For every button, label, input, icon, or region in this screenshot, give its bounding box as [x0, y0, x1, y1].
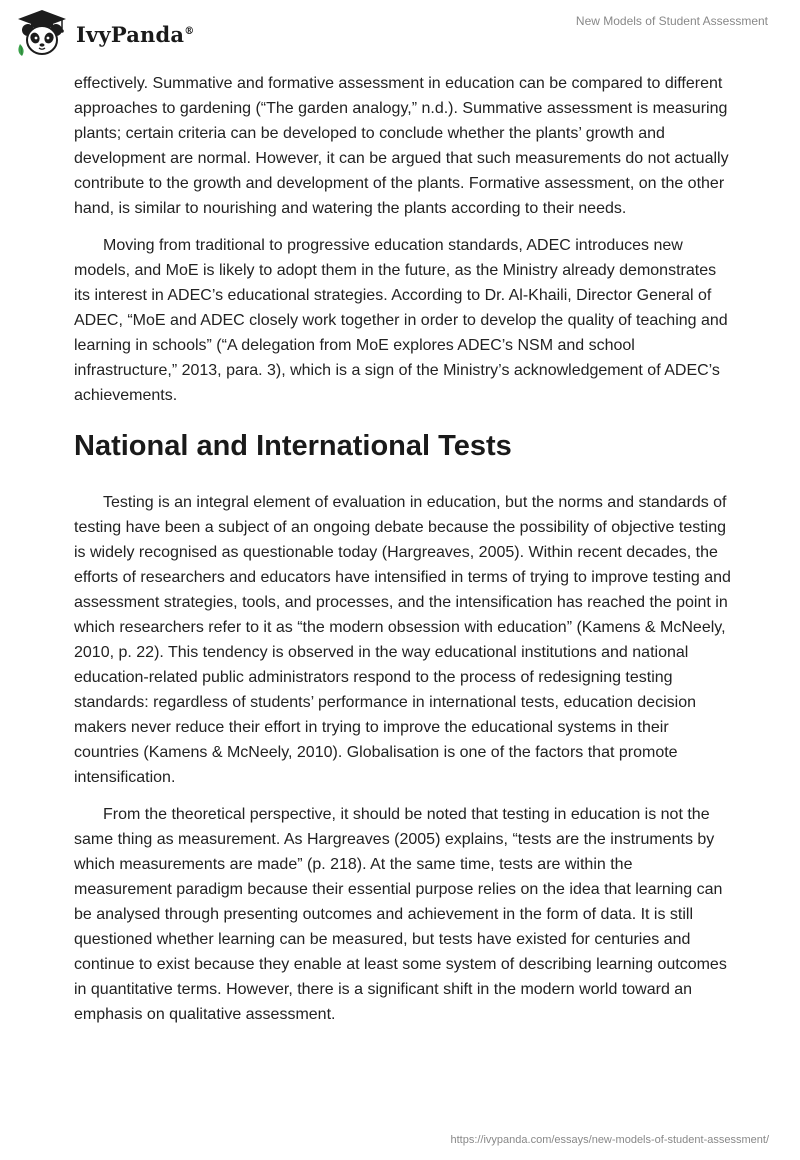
source-url[interactable]: https://ivypanda.com/essays/new-models-of-student-assessment/: [450, 1134, 769, 1146]
section-heading: National and International Tests: [74, 430, 512, 462]
panda-graduate-icon: [14, 8, 70, 58]
brand-logo[interactable]: [14, 8, 194, 58]
document-title: New Models of Student Assessment: [575, 14, 768, 28]
paragraph: Moving from traditional to progressive education standards, ADEC introduces new models, and MoE is likely to adopt them in the future, as the Ministry already demonstrates its interest in ADEC’s educational strategies. According to Dr. Al-Khaili, Director General of ADEC, “MoE and ADEC closely work together in order to develop the quality of teaching and learning in schools” (“A delegation from MoE explores ADEC’s NSM and school infrastructure,” 2013, para. 3), which is a sign of the Ministry’s acknowledgement of ADEC’s achievements.: [74, 237, 728, 404]
page-header: [0, 0, 800, 70]
paragraph: Testing is an integral element of evaluation in education, but the norms and standards of testing have been a subject of an ongoing debate because the possibility of objective testing is widely recognised as questionable today (Hargreaves, 2005). Within recent decades, the efforts of researchers and educators have intensified in terms of trying to improve testing and assessment strategies, tools, and processes, and the intensification has reached the point in which researchers refer to it as “the modern obsession with education” (Kamens & McNeely, 2010, p. 22). This tendency is observed in the way educational institutions and national education-related public administrators respond to the process of redesigning testing standards: regardless of students’ performance in international tests, education decision makers never reduce their effort in trying to improve the educational systems in their countries (Kamens & McNeely, 2010). Globalisation is one of the factors that promote intensification.: [74, 494, 731, 786]
paragraph: effectively. Summative and formative assessment in education can be compared to different approaches to gardening (“The garden analogy,” n.d.). Summative assessment is measuring plants; certain criteria can be developed to conclude whether the plants’ growth and development are normal. However, it can be argued that such measurements do not actually contribute to the growth and development of the plants. Formative assessment, on the other hand, is similar to nourishing and watering the plants according to their needs.: [74, 75, 729, 217]
paragraph: From the theoretical perspective, it should be noted that testing in education is not the same thing as measurement. As Hargreaves (2005) explains, “tests are the instruments by which measurements are made” (p. 218). At the same time, tests are within the measurement paradigm because their essential purpose relies on the idea that learning can be analysed through presenting outcomes and achievement in the form of data. It is still questioned whether learning can be measured, but tests have existed for centuries and continue to exist because they enable at least some system of describing learning outcomes in quantitative terms. However, there is a significant shift in the modern world toward an emphasis on qualitative assessment.: [74, 806, 727, 1023]
essay-content: [74, 71, 734, 1039]
brand-name: IvyPanda®: [76, 21, 195, 47]
